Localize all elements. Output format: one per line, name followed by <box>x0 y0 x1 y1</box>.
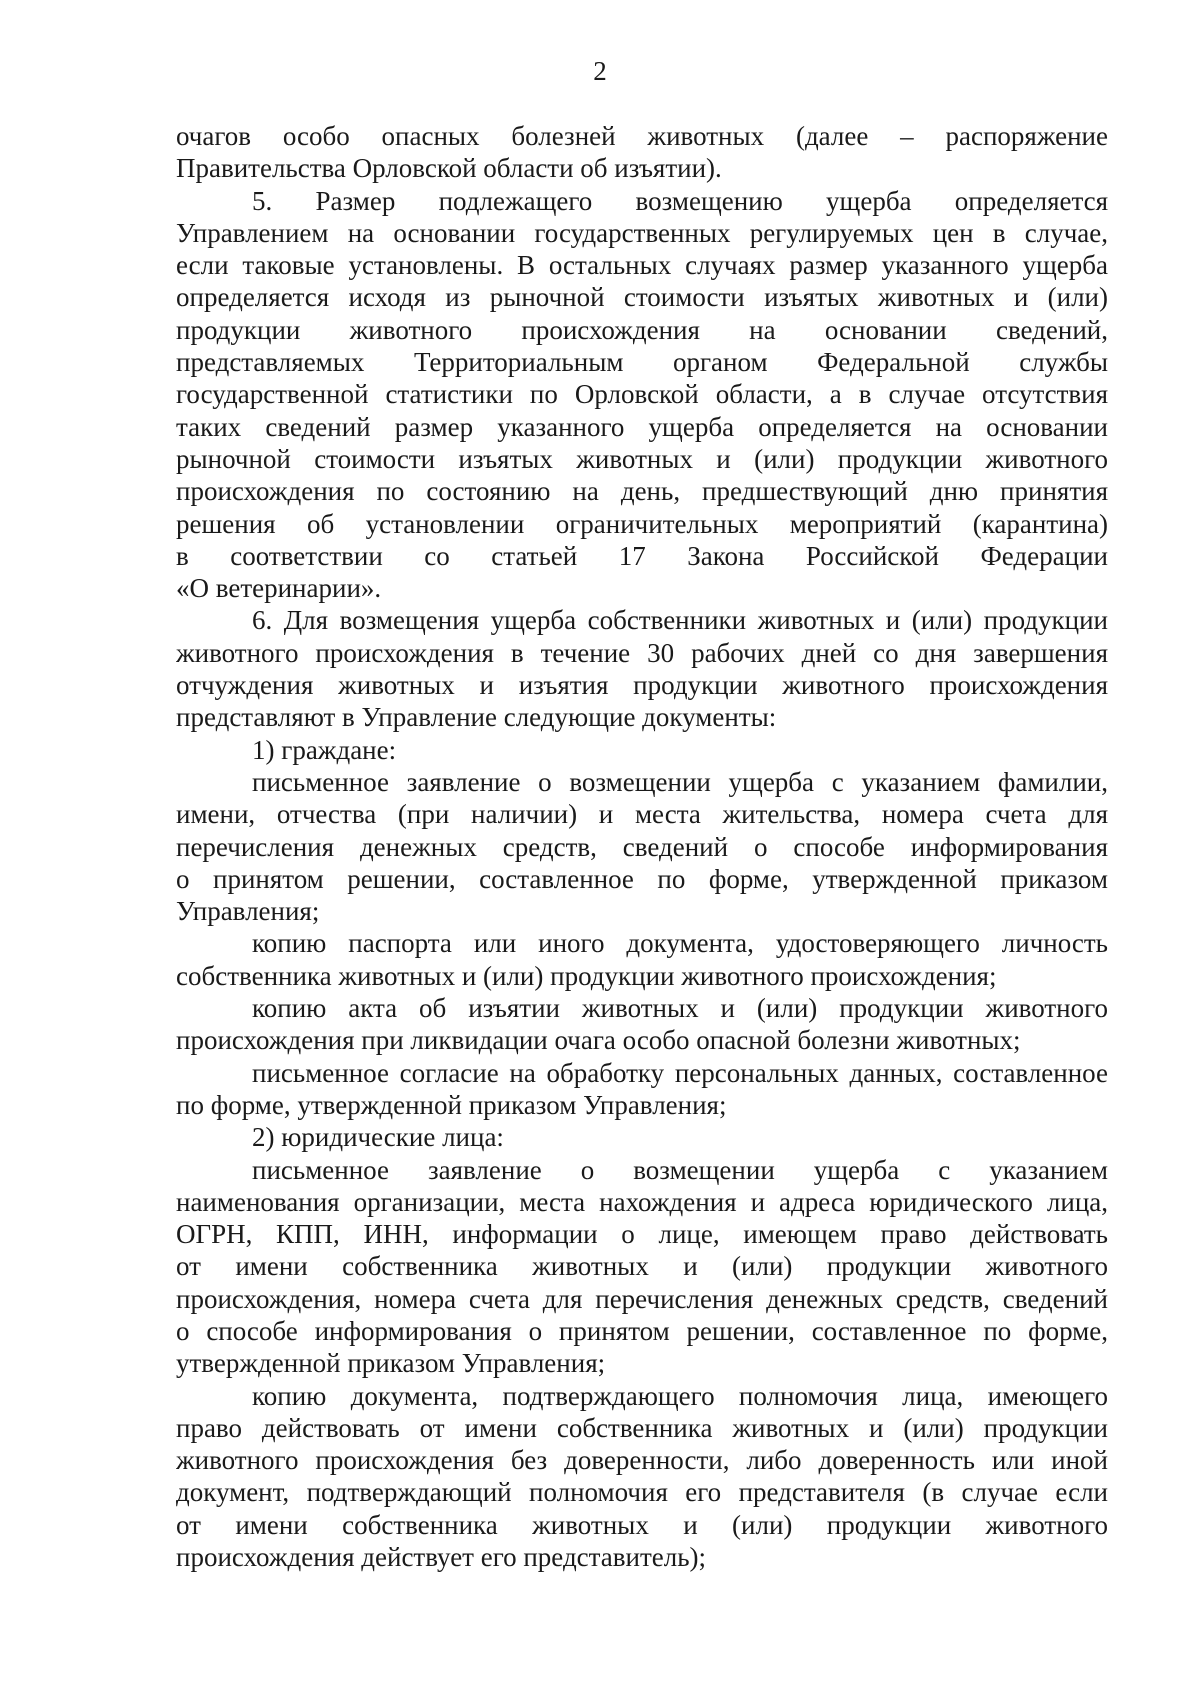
text-line: право действовать от имени собственника животных и (или) продукции <box>176 1412 1108 1443</box>
text-line: животного происхождения в течение 30 рабочих дней со дня завершения <box>176 637 1108 668</box>
text-line: представляют в Управление следующие документы: <box>176 702 777 733</box>
text-line: письменное заявление о возмещении ущерба с указанием <box>252 1154 1108 1185</box>
text-line: о принятом решении, составленное по форме, утвержденной приказом <box>176 863 1108 894</box>
text-line: отчуждения животных и изъятия продукции животного происхождения <box>176 670 1108 701</box>
text-line: если таковые установлены. В остальных случаях размер указанного ущерба <box>176 250 1108 281</box>
text-line: от имени собственника животных и (или) продукции животного <box>176 1509 1108 1540</box>
text-line: «О ветеринарии». <box>176 573 382 604</box>
text-line: копию паспорта или иного документа, удостоверяющего личность <box>252 928 1108 959</box>
text-line: 1) граждане: <box>252 734 397 765</box>
text-line: перечисления денежных средств, сведений о способе информирования <box>176 831 1108 862</box>
text-line: от имени собственника животных и (или) продукции животного <box>176 1251 1108 1282</box>
page-number: 2 <box>593 56 607 86</box>
text-line: определяется исходя из рыночной стоимости изъятых животных и (или) <box>176 282 1108 313</box>
text-line: о способе информирования о принятом решении, составленное по форме, <box>176 1315 1108 1346</box>
text-line: Управлением на основании государственных регулируемых цен в случае, <box>176 217 1108 248</box>
text-line: копию документа, подтверждающего полномочия лица, имеющего <box>252 1380 1108 1411</box>
text-line: ОГРН, КПП, ИНН, информации о лице, имеющем право действовать <box>176 1219 1108 1250</box>
text-line: таких сведений размер указанного ущерба определяется на основании <box>176 411 1108 442</box>
text-line: животного происхождения без доверенности, либо доверенность или иной <box>176 1445 1108 1476</box>
text-line: документ, подтверждающий полномочия его представителя (в случае если <box>176 1477 1108 1508</box>
text-line: государственной статистики по Орловской области, а в случае отсутствия <box>176 379 1108 410</box>
text-line: происхождения по состоянию на день, предшествующий дню принятия <box>176 476 1108 507</box>
document-body <box>176 120 1108 1573</box>
text-line: в соответствии со статьей 17 Закона Российской Федерации <box>176 540 1108 571</box>
text-line: продукции животного происхождения на основании сведений, <box>176 314 1108 345</box>
text-line: утвержденной приказом Управления; <box>176 1348 606 1379</box>
text-line: собственника животных и (или) продукции животного происхождения; <box>176 960 997 991</box>
text-line: 5. Размер подлежащего возмещению ущерба определяется <box>252 185 1108 216</box>
text-line: Управления; <box>176 896 320 927</box>
text-line: письменное согласие на обработку персональных данных, составленное <box>252 1057 1108 1088</box>
text-line: 2) юридические лица: <box>252 1122 504 1153</box>
text-line: наименования организации, места нахождения и адреса юридического лица, <box>176 1186 1108 1217</box>
text-line: происхождения действует его представитель); <box>176 1542 707 1573</box>
text-line: 6. Для возмещения ущерба собственники животных и (или) продукции <box>252 605 1108 636</box>
text-line: происхождения при ликвидации очага особо опасной болезни животных; <box>176 1025 1021 1056</box>
text-line: имени, отчества (при наличии) и места жительства, номера счета для <box>176 799 1108 830</box>
text-line: происхождения, номера счета для перечисления денежных средств, сведений <box>176 1283 1108 1314</box>
text-line: Правительства Орловской области об изъятии). <box>176 153 722 184</box>
text-line: решения об установлении ограничительных мероприятий (карантина) <box>176 508 1108 539</box>
text-line: представляемых Территориальным органом Федеральной службы <box>176 347 1108 378</box>
text-line: рыночной стоимости изъятых животных и (или) продукции животного <box>176 443 1108 474</box>
text-line: по форме, утвержденной приказом Управления; <box>176 1089 727 1120</box>
text-line: письменное заявление о возмещении ущерба с указанием фамилии, <box>252 766 1108 797</box>
text-line: очагов особо опасных болезней животных (далее – распоряжение <box>176 121 1108 151</box>
text-line: копию акта об изъятии животных и (или) продукции животного <box>252 993 1108 1024</box>
